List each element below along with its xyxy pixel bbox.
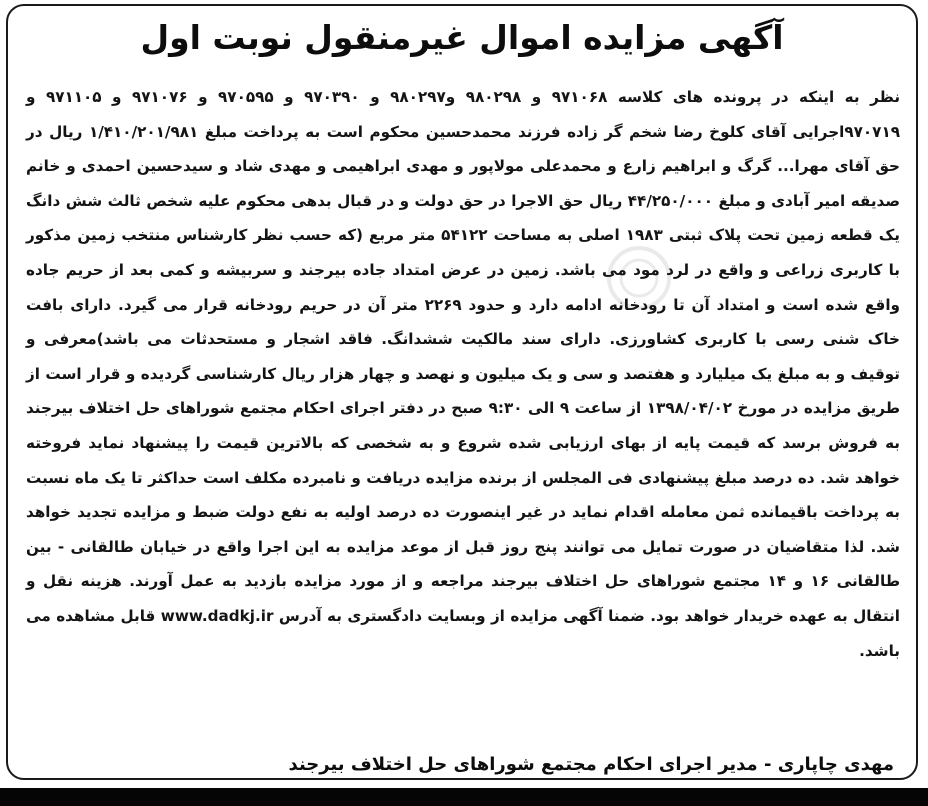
notice-signature: مهدی چاپاری - مدیر اجرای احکام مجتمع شوراهای حل اختلاف بیرجند [288, 754, 894, 775]
notice-frame [6, 4, 918, 780]
notice-title: آگهی مزایده اموال غیرمنقول نوبت اول [140, 18, 784, 57]
bottom-border-bar [0, 788, 928, 806]
notice-body: نظر به اینکه در پرونده های کلاسه ۹۷۱۰۶۸ و ۹۸۰۲۹۸ و۹۸۰۲۹۷ و ۹۷۰۳۹۰ و ۹۷۰۵۹۵ و ۹۷۱۰۷۶ و ۹۷۱۱۰۵ و ۹۷۰۷۱۹اجرایی آقای کلوخ رضا شخم گر زاده فرزند محمدحسین محکوم است به پرداخت مبلغ ۱/۴۱۰/۲۰۱/۹۸۱ ریال در حق آقای مهرا... گرگ و ابراهیم زارع و محمدعلی مولاپور و مهدی ابراهیمی و مهدی شاد و سیدحسین احمدی و خانم صدیقه امیر آبادی و مبلغ ۴۴/۲۵۰/۰۰۰ ریال حق الاجرا در حق دولت و در قبال بدهی محکوم علیه شخص ثالث شش دانگ یک قطعه زمین تحت پلاک ثبتی ۱۹۸۳ اصلی به مساحت ۵۴۱۲۲ متر مربع (که حسب نظر کارشناس منتخب زمین مذکور با کاربری زراعی و واقع در لرد مود می باشد. زمین در عرض امتداد جاده بیرجند و سربیشه و کمی بعد از حریم جاده واقع شده است و امتداد آن تا رودخانه ادامه دارد و حدود ۲۲۶۹ متر آن در حریم رودخانه قرار می گیرد. دارای بافت خاک شنی رسی با کاربری کشاورزی. دارای سند مالکیت ششدانگ. فاقد اشجار و مستحدثات می باشد)معرفی و توقیف و به مبلغ یک میلیارد و هفتصد و سی و یک میلیون و نهصد و چهار هزار ریال کارشناسی گردیده و قرار است از طریق مزایده در مورخ ۱۳۹۸/۰۴/۰۲ از ساعت ۹ الی ۹:۳۰ صبح در دفتر اجرای احکام مجتمع شوراهای حل اختلاف بیرجند به فروش برسد که قیمت پایه از بهای ارزیابی شده شروع و به شخصی که بالاترین قیمت را پیشنهاد نماید فروخته خواهد شد. ده درصد مبلغ پیشنهادی فی المجلس از برنده مزایده دریافت و نامبرده مکلف است حداکثر تا یک ماه نسبت به پرداخت باقیمانده ثمن معامله اقدام نماید در غیر اینصورت ده درصد اولیه به نفع دولت ضبط و مزایده تجدید خواهد شد. لذا متقاضیان در صورت تمایل می توانند پنج روز قبل از موعد مزایده به این اجرا واقع در خیابان طالقانی - بین طالقانی ۱۶ و ۱۴ مجتمع شوراهای حل اختلاف بیرجند مراجعه و از مورد مزایده بازدید به عمل آورند. هزینه نقل و انتقال به عهده خریدار خواهد بود. ضمنا آگهی مزایده از وبسایت دادگستری به آدرس www.dadkj.ir قابل مشاهده می باشد. [26, 88, 901, 660]
